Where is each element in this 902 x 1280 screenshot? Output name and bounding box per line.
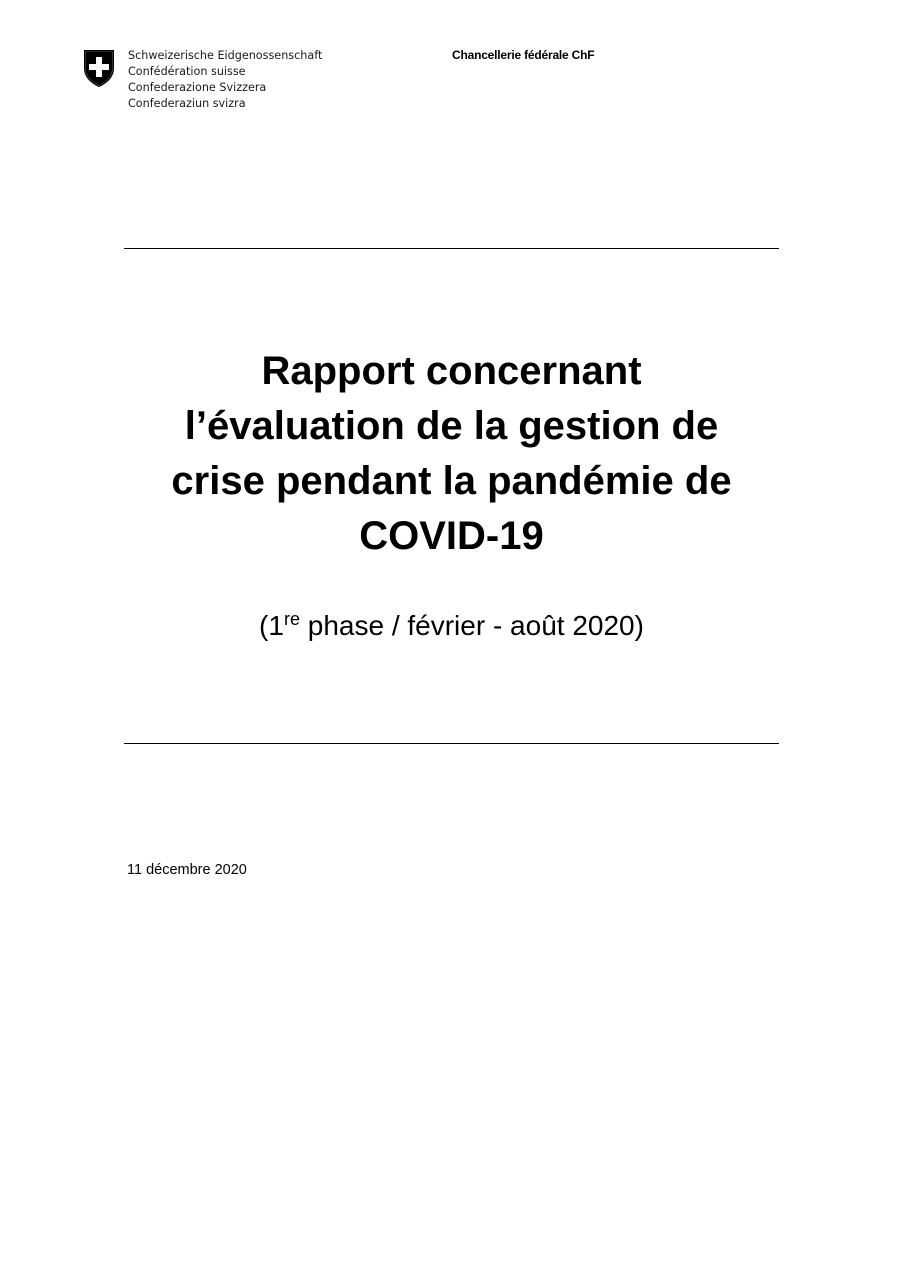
federal-logo	[82, 46, 322, 108]
logo-line-german: Schweizerische Eidgenossenschaft	[128, 49, 322, 62]
title-line: l’évaluation de la gestion de	[184, 404, 719, 448]
title-line: Rapport concernant	[261, 349, 642, 393]
logo-line-romansh: Confederaziun svizra	[128, 97, 246, 108]
logo-line-italian: Confederazione Svizzera	[128, 81, 267, 94]
report-date: 11 décembre 2020	[127, 862, 247, 878]
subtitle-superscript: re	[283, 609, 300, 629]
report-title	[124, 344, 779, 564]
title-line: crise pendant la pandémie de	[171, 459, 732, 503]
subtitle-rest: phase / février - août 2020)	[299, 610, 644, 641]
subtitle-open: (1	[259, 610, 284, 641]
logo-line-french: Confédération suisse	[128, 65, 246, 78]
report-subtitle	[124, 606, 779, 649]
top-divider	[124, 248, 779, 249]
department-name: Chancellerie fédérale ChF	[452, 48, 595, 62]
bottom-divider	[124, 743, 779, 744]
swiss-federal-shield-icon	[82, 48, 116, 88]
title-line: COVID-19	[359, 514, 544, 558]
logo-text	[128, 48, 322, 108]
